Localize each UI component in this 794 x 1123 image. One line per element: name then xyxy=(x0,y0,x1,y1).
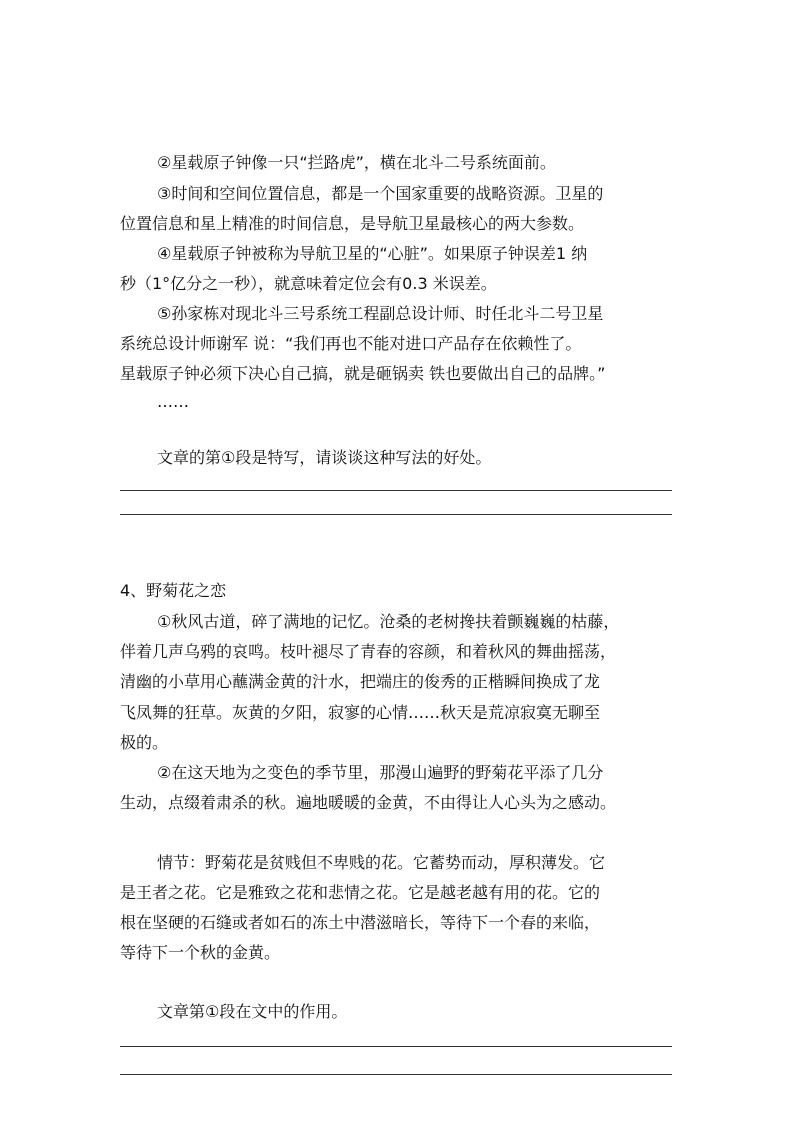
paragraph-line: ⑤孙家栋对现北斗三号系统工程副总设计师、时任北斗二号卫星 xyxy=(157,304,604,323)
ellipsis-line: …… xyxy=(157,392,189,411)
question-text: 文章第①段在文中的作用。 xyxy=(157,1002,348,1021)
answer-line[interactable] xyxy=(120,490,672,491)
paragraph-line: ②星载原子钟像一只“拦路虎”，横在北斗二号系统面前。 xyxy=(157,153,556,172)
paragraph-line: 星载原子钟必须下决心自己搞，就是砸锅卖 铁也要做出自己的品牌。” xyxy=(120,364,606,383)
section-heading: 4、野菊花之恋 xyxy=(120,581,227,600)
paragraph-line: 飞凤舞的狂草。灰黄的夕阳，寂寥的心情……秋天是荒凉寂寞无聊至 xyxy=(120,703,601,722)
paragraph-line: 清幽的小草用心蘸满金黄的汁水，把端庄的俊秀的正楷瞬间换成了龙 xyxy=(120,672,601,691)
paragraph-line: ①秋风古道，碎了满地的记忆。沧桑的老树搀扶着颤巍巍的枯藤， xyxy=(157,612,620,631)
paragraph-line: ③时间和空间位置信息，都是一个国家重要的战略资源。卫星的 xyxy=(157,184,604,203)
plot-line: 情节：野菊花是贫贱但不卑贱的花。它蓄势而动，厚积薄发。它 xyxy=(157,853,606,872)
paragraph-line: ②在这天地为之变色的季节里，那漫山遍野的野菊花平添了几分 xyxy=(157,763,604,782)
paragraph-line: 秒（1°亿分之一秒），就意味着定位会有0.3 米误差。 xyxy=(120,274,497,293)
paragraph-line: 位置信息和星上精准的时间信息，是导航卫星最核心的两大参数。 xyxy=(120,214,585,233)
paragraph-line: 生动，点缀着肃杀的秋。遍地暖暖的金黄，不由得让人心头为之感动。 xyxy=(120,793,617,812)
question-text: 文章的第①段是特写，请谈谈这种写法的好处。 xyxy=(157,448,492,467)
answer-line[interactable] xyxy=(120,1074,672,1075)
paragraph-line: 极的。 xyxy=(120,733,169,752)
paragraph-line: 伴着几声乌鸦的哀鸣。枝叶褪尽了青春的容颜，和着秋风的舞曲摇荡， xyxy=(120,642,617,661)
answer-line[interactable] xyxy=(120,1046,672,1047)
paragraph-line: 系统总设计师谢军 说：“我们再也不能对进口产品存在依赖性了。 xyxy=(120,334,582,353)
paragraph-line: ④星载原子钟被称为导航卫星的“心脏”。如果原子钟误差1 纳 xyxy=(157,244,588,263)
plot-line: 是王者之花。它是雅致之花和悲情之花。它是越老越有用的花。它的 xyxy=(120,883,601,902)
answer-line[interactable] xyxy=(120,514,672,515)
plot-line: 等待下一个秋的金黄。 xyxy=(120,943,281,962)
plot-line: 根在坚硬的石缝或者如石的冻土中潜滋暗长，等待下一个春的来临， xyxy=(120,913,601,932)
